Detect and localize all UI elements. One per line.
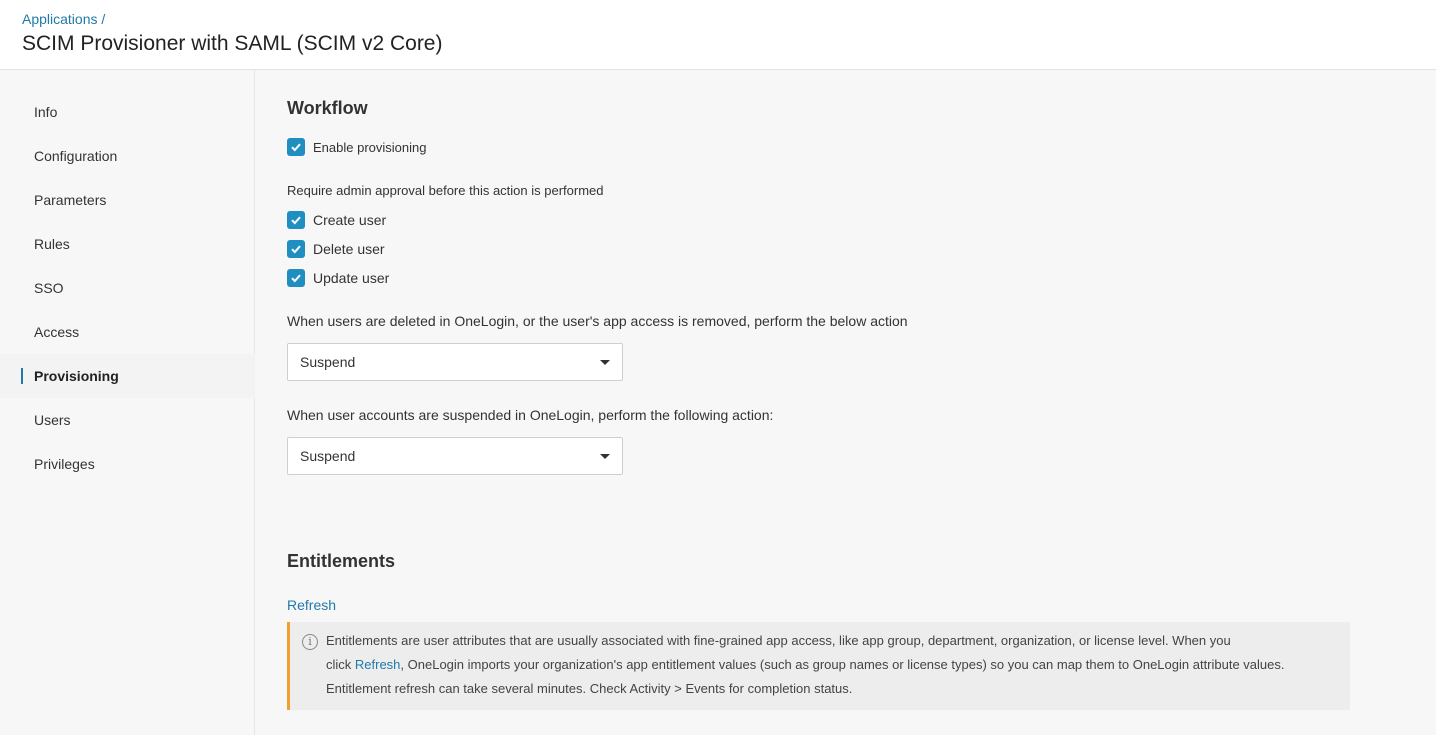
sidebar-item-access[interactable]: Access xyxy=(34,324,80,340)
create-user-label: Create user xyxy=(313,212,387,228)
info-line-3: Entitlement refresh can take several minutes. Check Activity > Events for completion status. xyxy=(326,681,853,696)
approval-create-user-row xyxy=(287,210,386,230)
enable-provisioning-checkbox[interactable] xyxy=(287,138,305,156)
breadcrumb xyxy=(22,11,105,27)
info-line-1: Entitlements are user attributes that are usually associated with fine-grained app access, like app group, department, organization, or license level. When you xyxy=(326,633,1231,648)
sidebar-item-users[interactable]: Users xyxy=(34,412,71,428)
info-line-2-prefix: click xyxy=(326,657,355,672)
suspended-action-value: Suspend xyxy=(300,448,356,464)
enable-provisioning-row xyxy=(287,137,426,157)
enable-provisioning-label: Enable provisioning xyxy=(313,139,427,155)
sidebar xyxy=(0,70,255,735)
main-content xyxy=(256,70,1436,735)
deleted-action-value: Suspend xyxy=(300,354,356,370)
info-icon: i xyxy=(302,634,318,650)
suspended-action-select[interactable] xyxy=(287,437,623,475)
deleted-action-label: When users are deleted in OneLogin, or the user's app access is removed, perform the below action xyxy=(287,313,908,329)
info-line-2 xyxy=(326,653,1336,677)
breadcrumb-applications-link[interactable]: Applications / xyxy=(22,11,106,27)
delete-user-label: Delete user xyxy=(313,241,385,257)
caret-down-icon xyxy=(600,360,610,365)
caret-down-icon xyxy=(600,454,610,459)
sidebar-item-sso[interactable]: SSO xyxy=(34,280,64,296)
approval-update-user-row xyxy=(287,268,389,288)
deleted-action-select[interactable] xyxy=(287,343,623,381)
entitlements-info-box xyxy=(287,622,1350,710)
delete-user-checkbox[interactable] xyxy=(287,240,305,258)
sidebar-item-info[interactable]: Info xyxy=(34,104,58,120)
sidebar-item-configuration[interactable]: Configuration xyxy=(34,148,118,164)
sidebar-item-provisioning[interactable]: Provisioning xyxy=(0,354,255,398)
checkmark-icon xyxy=(290,272,302,284)
checkmark-icon xyxy=(290,141,302,153)
checkmark-icon xyxy=(290,214,302,226)
page-header xyxy=(0,0,1436,70)
page-title: SCIM Provisioner with SAML (SCIM v2 Core) xyxy=(22,32,443,55)
suspended-action-label: When user accounts are suspended in OneLogin, perform the following action: xyxy=(287,407,774,423)
approval-heading: Require admin approval before this action is performed xyxy=(287,183,604,198)
sidebar-item-parameters[interactable]: Parameters xyxy=(34,192,107,208)
update-user-checkbox[interactable] xyxy=(287,269,305,287)
entitlements-section-title: Entitlements xyxy=(287,551,396,571)
sidebar-item-rules[interactable]: Rules xyxy=(34,236,70,252)
workflow-section-title: Workflow xyxy=(287,98,368,118)
checkmark-icon xyxy=(290,243,302,255)
create-user-checkbox[interactable] xyxy=(287,211,305,229)
update-user-label: Update user xyxy=(313,270,390,286)
entitlements-info-text xyxy=(326,629,1336,701)
refresh-link[interactable]: Refresh xyxy=(287,597,337,613)
info-refresh-link[interactable]: Refresh xyxy=(354,657,401,672)
approval-delete-user-row xyxy=(287,239,385,259)
sidebar-item-privileges[interactable]: Privileges xyxy=(34,456,95,472)
info-line-2-suffix: , OneLogin imports your organization's app entitlement values (such as group names or license types) so you can map them to OneLogin attribute values. xyxy=(400,657,1285,672)
